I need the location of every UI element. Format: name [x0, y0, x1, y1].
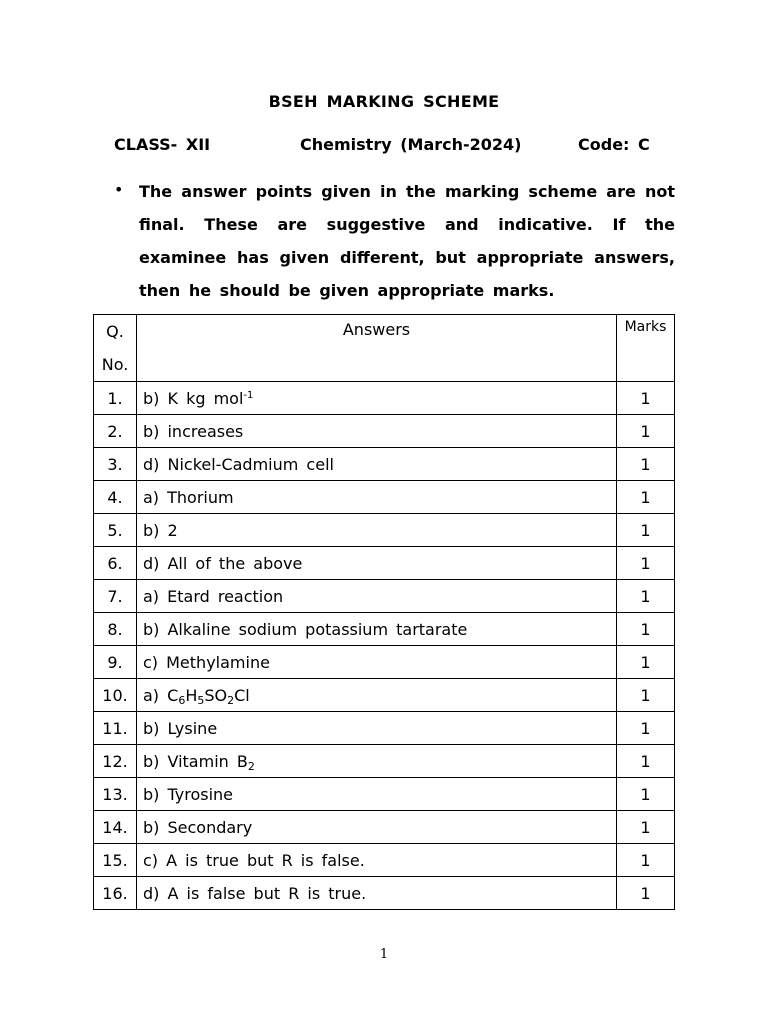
- answer-cell: [137, 745, 617, 778]
- formula-part: Cl: [234, 685, 250, 705]
- question-number: 1.: [94, 382, 137, 415]
- marks-cell: 1: [617, 514, 675, 547]
- marks-cell: 1: [617, 448, 675, 481]
- table-row: [94, 679, 675, 712]
- question-number: 14.: [94, 811, 137, 844]
- answer-text: b) Vitamin B: [143, 751, 248, 771]
- answer-text: d) A is false but R is true.: [143, 883, 367, 903]
- bullet-icon: •: [114, 180, 124, 199]
- question-number: 7.: [94, 580, 137, 613]
- table-header-row: [94, 315, 675, 382]
- answer-subscript: 2: [247, 759, 255, 773]
- answer-cell: [137, 811, 617, 844]
- marks-cell: 1: [617, 481, 675, 514]
- answer-text: c) A is true but R is false.: [143, 850, 365, 870]
- table-row: [94, 877, 675, 910]
- answer-text: d) Nickel-Cadmium cell: [143, 454, 334, 474]
- marks-cell: 1: [617, 415, 675, 448]
- formula-part: H: [185, 685, 198, 705]
- answer-cell: [137, 778, 617, 811]
- question-number: 6.: [94, 547, 137, 580]
- question-number: 4.: [94, 481, 137, 514]
- answer-cell: [137, 646, 617, 679]
- table-row: [94, 382, 675, 415]
- question-number: 11.: [94, 712, 137, 745]
- marks-cell: 1: [617, 844, 675, 877]
- table-row: [94, 580, 675, 613]
- column-header-answers: Answers: [137, 315, 617, 382]
- answer-cell: [137, 679, 617, 712]
- answer-cell: [137, 481, 617, 514]
- answer-cell: [137, 580, 617, 613]
- answer-text: d) All of the above: [143, 553, 303, 573]
- answer-cell: [137, 547, 617, 580]
- answer-cell: [137, 415, 617, 448]
- question-number: 8.: [94, 613, 137, 646]
- formula-part: a) C: [143, 685, 179, 705]
- question-number: 10.: [94, 679, 137, 712]
- code-label: Code: C: [578, 135, 650, 154]
- marks-cell: 1: [617, 811, 675, 844]
- answers-table-body: [94, 315, 675, 910]
- answer-text: a) Etard reaction: [143, 586, 284, 606]
- table-row: [94, 514, 675, 547]
- answer-text: b) 2: [143, 520, 178, 540]
- answer-cell: [137, 844, 617, 877]
- instruction-note: The answer points given in the marking scheme are not final. These are suggestive and indicative. If the examinee has given different, but appropriate answers, then he should be given appropriate marks.: [139, 182, 675, 300]
- table-row: [94, 481, 675, 514]
- formula-subscript: 2: [227, 693, 235, 707]
- answer-cell: [137, 877, 617, 910]
- answer-cell: [137, 382, 617, 415]
- formula-part: SO: [204, 685, 228, 705]
- question-number: 9.: [94, 646, 137, 679]
- marks-cell: 1: [617, 646, 675, 679]
- table-row: [94, 547, 675, 580]
- table-row: [94, 778, 675, 811]
- column-header-marks: Marks: [617, 315, 675, 382]
- table-row: [94, 448, 675, 481]
- class-label: CLASS- XII: [114, 135, 211, 154]
- answer-cell: [137, 448, 617, 481]
- answers-table: [93, 314, 675, 910]
- formula-subscript: 5: [197, 693, 205, 707]
- column-header-q-no: [94, 315, 137, 382]
- marks-cell: 1: [617, 877, 675, 910]
- answer-text: b) Tyrosine: [143, 784, 234, 804]
- answer-text: b) Alkaline sodium potassium tartarate: [143, 619, 468, 639]
- marks-cell: 1: [617, 712, 675, 745]
- table-row: [94, 613, 675, 646]
- question-number: 16.: [94, 877, 137, 910]
- document-title: BSEH MARKING SCHEME: [268, 92, 500, 111]
- question-number: 12.: [94, 745, 137, 778]
- marks-cell: 1: [617, 778, 675, 811]
- marks-cell: 1: [617, 613, 675, 646]
- answer-text: b) Lysine: [143, 718, 218, 738]
- answer-cell: [137, 514, 617, 547]
- column-header-q-line2: No.: [101, 355, 129, 374]
- question-number: 2.: [94, 415, 137, 448]
- table-row: [94, 646, 675, 679]
- answer-text: a) Thorium: [143, 487, 234, 507]
- answer-superscript: -1: [243, 389, 254, 401]
- table-row: [94, 712, 675, 745]
- table-row: [94, 811, 675, 844]
- question-number: 3.: [94, 448, 137, 481]
- answer-text: c) Methylamine: [143, 652, 270, 672]
- marks-cell: 1: [617, 580, 675, 613]
- marks-cell: 1: [617, 382, 675, 415]
- answer-text: b) K kg mol: [143, 388, 244, 408]
- table-row: [94, 415, 675, 448]
- marks-cell: 1: [617, 745, 675, 778]
- table-row: [94, 745, 675, 778]
- answer-text: b) Secondary: [143, 817, 253, 837]
- marks-cell: 1: [617, 547, 675, 580]
- table-row: [94, 844, 675, 877]
- answer-cell: [137, 613, 617, 646]
- answer-text: b) increases: [143, 421, 244, 441]
- marks-cell: 1: [617, 679, 675, 712]
- column-header-q-line1: Q.: [106, 322, 124, 341]
- question-number: 15.: [94, 844, 137, 877]
- question-number: 13.: [94, 778, 137, 811]
- answer-cell: [137, 712, 617, 745]
- question-number: 5.: [94, 514, 137, 547]
- page-number: 1: [379, 947, 389, 962]
- formula-subscript: 6: [178, 693, 186, 707]
- subject-label: Chemistry (March-2024): [300, 135, 522, 154]
